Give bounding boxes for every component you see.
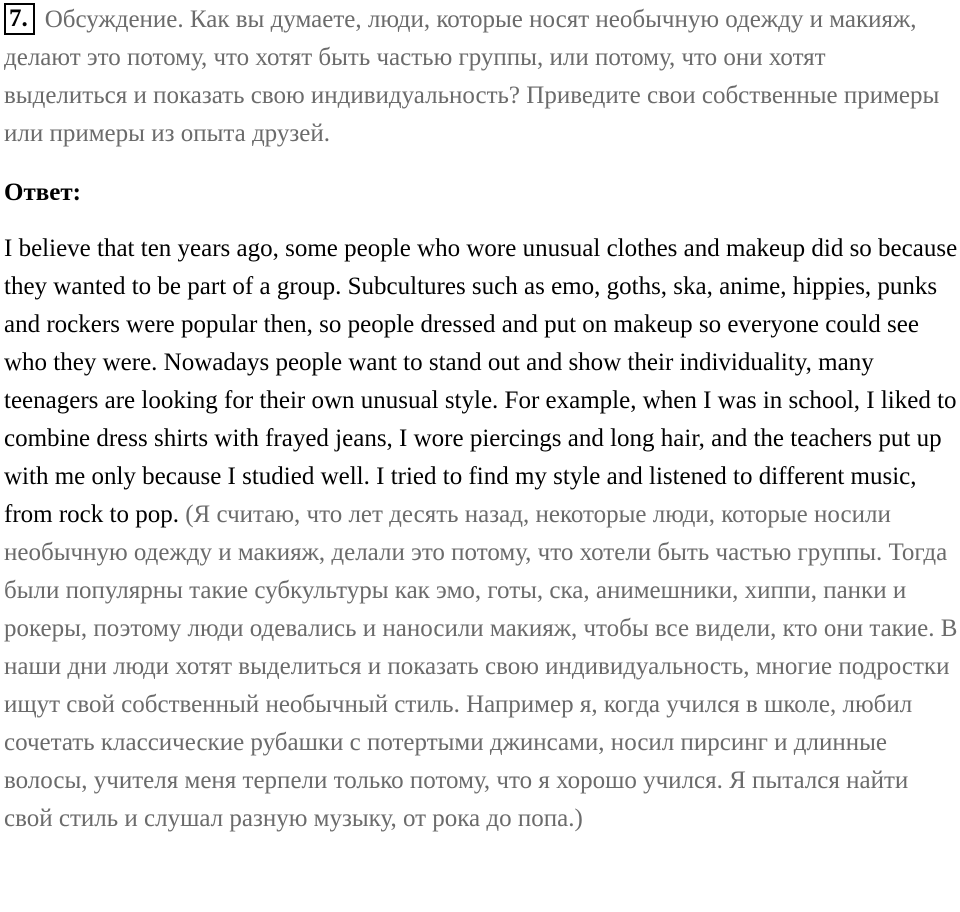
answer-english-text: I believe that ten years ago, some people who wore unusual clothes and makeup did so because they wanted to be part of a group. Subcultures such as emo, goths, ska, anime, hippies, punks and rockers were popular then, so people dressed and put on makeup so everyone could see who they were. Nowadays people want to stand out and show their individuality, many teenagers are looking for their own unusual style. For example, when I was in school, I liked to combine dress shirts with frayed jeans, I wore piercings and long hair, and the teachers put up with me only because I studied well. I tried to find my style and listened to different music, from rock to pop. [4,235,958,528]
task-number-badge: 7. [4,3,35,35]
answer-russian-translation: (Я считаю, что лет десять назад, некоторые люди, которые носили необычную одежду и макияж, делали это потому, что хотели быть частью группы. Тогда были популярны такие субкультуры как эмо, готы, ска, анимешники, хиппи, панки и рокеры, поэтому люди одевались и наносили макияж, чтобы все видели, кто они такие. В наши дни люди хотят выделиться и показать свою индивидуальность, многие подростки ищут свой собственный необычный стиль. Например я, когда учился в школе, любил сочетать классические рубашки с потертыми джинсами, носил пирсинг и длинные волосы, учителя меня терпели только потому, что я хорошо учился. Я пытался найти свой стиль и слушал разную музыку, от рока до попа.) [4,501,958,832]
task-statement [4,1,954,153]
task-text: Обсуждение. Как вы думаете, люди, которые носят необычную одежду и макияж, делают это потому, что хотят быть частью группы, или потому, что они хотят выделиться и показать свою индивидуальность? Приведите свои собственные примеры или примеры из опыта друзей. [4,6,940,147]
answer-heading: Ответ: [4,179,81,206]
answer-body [4,230,958,838]
